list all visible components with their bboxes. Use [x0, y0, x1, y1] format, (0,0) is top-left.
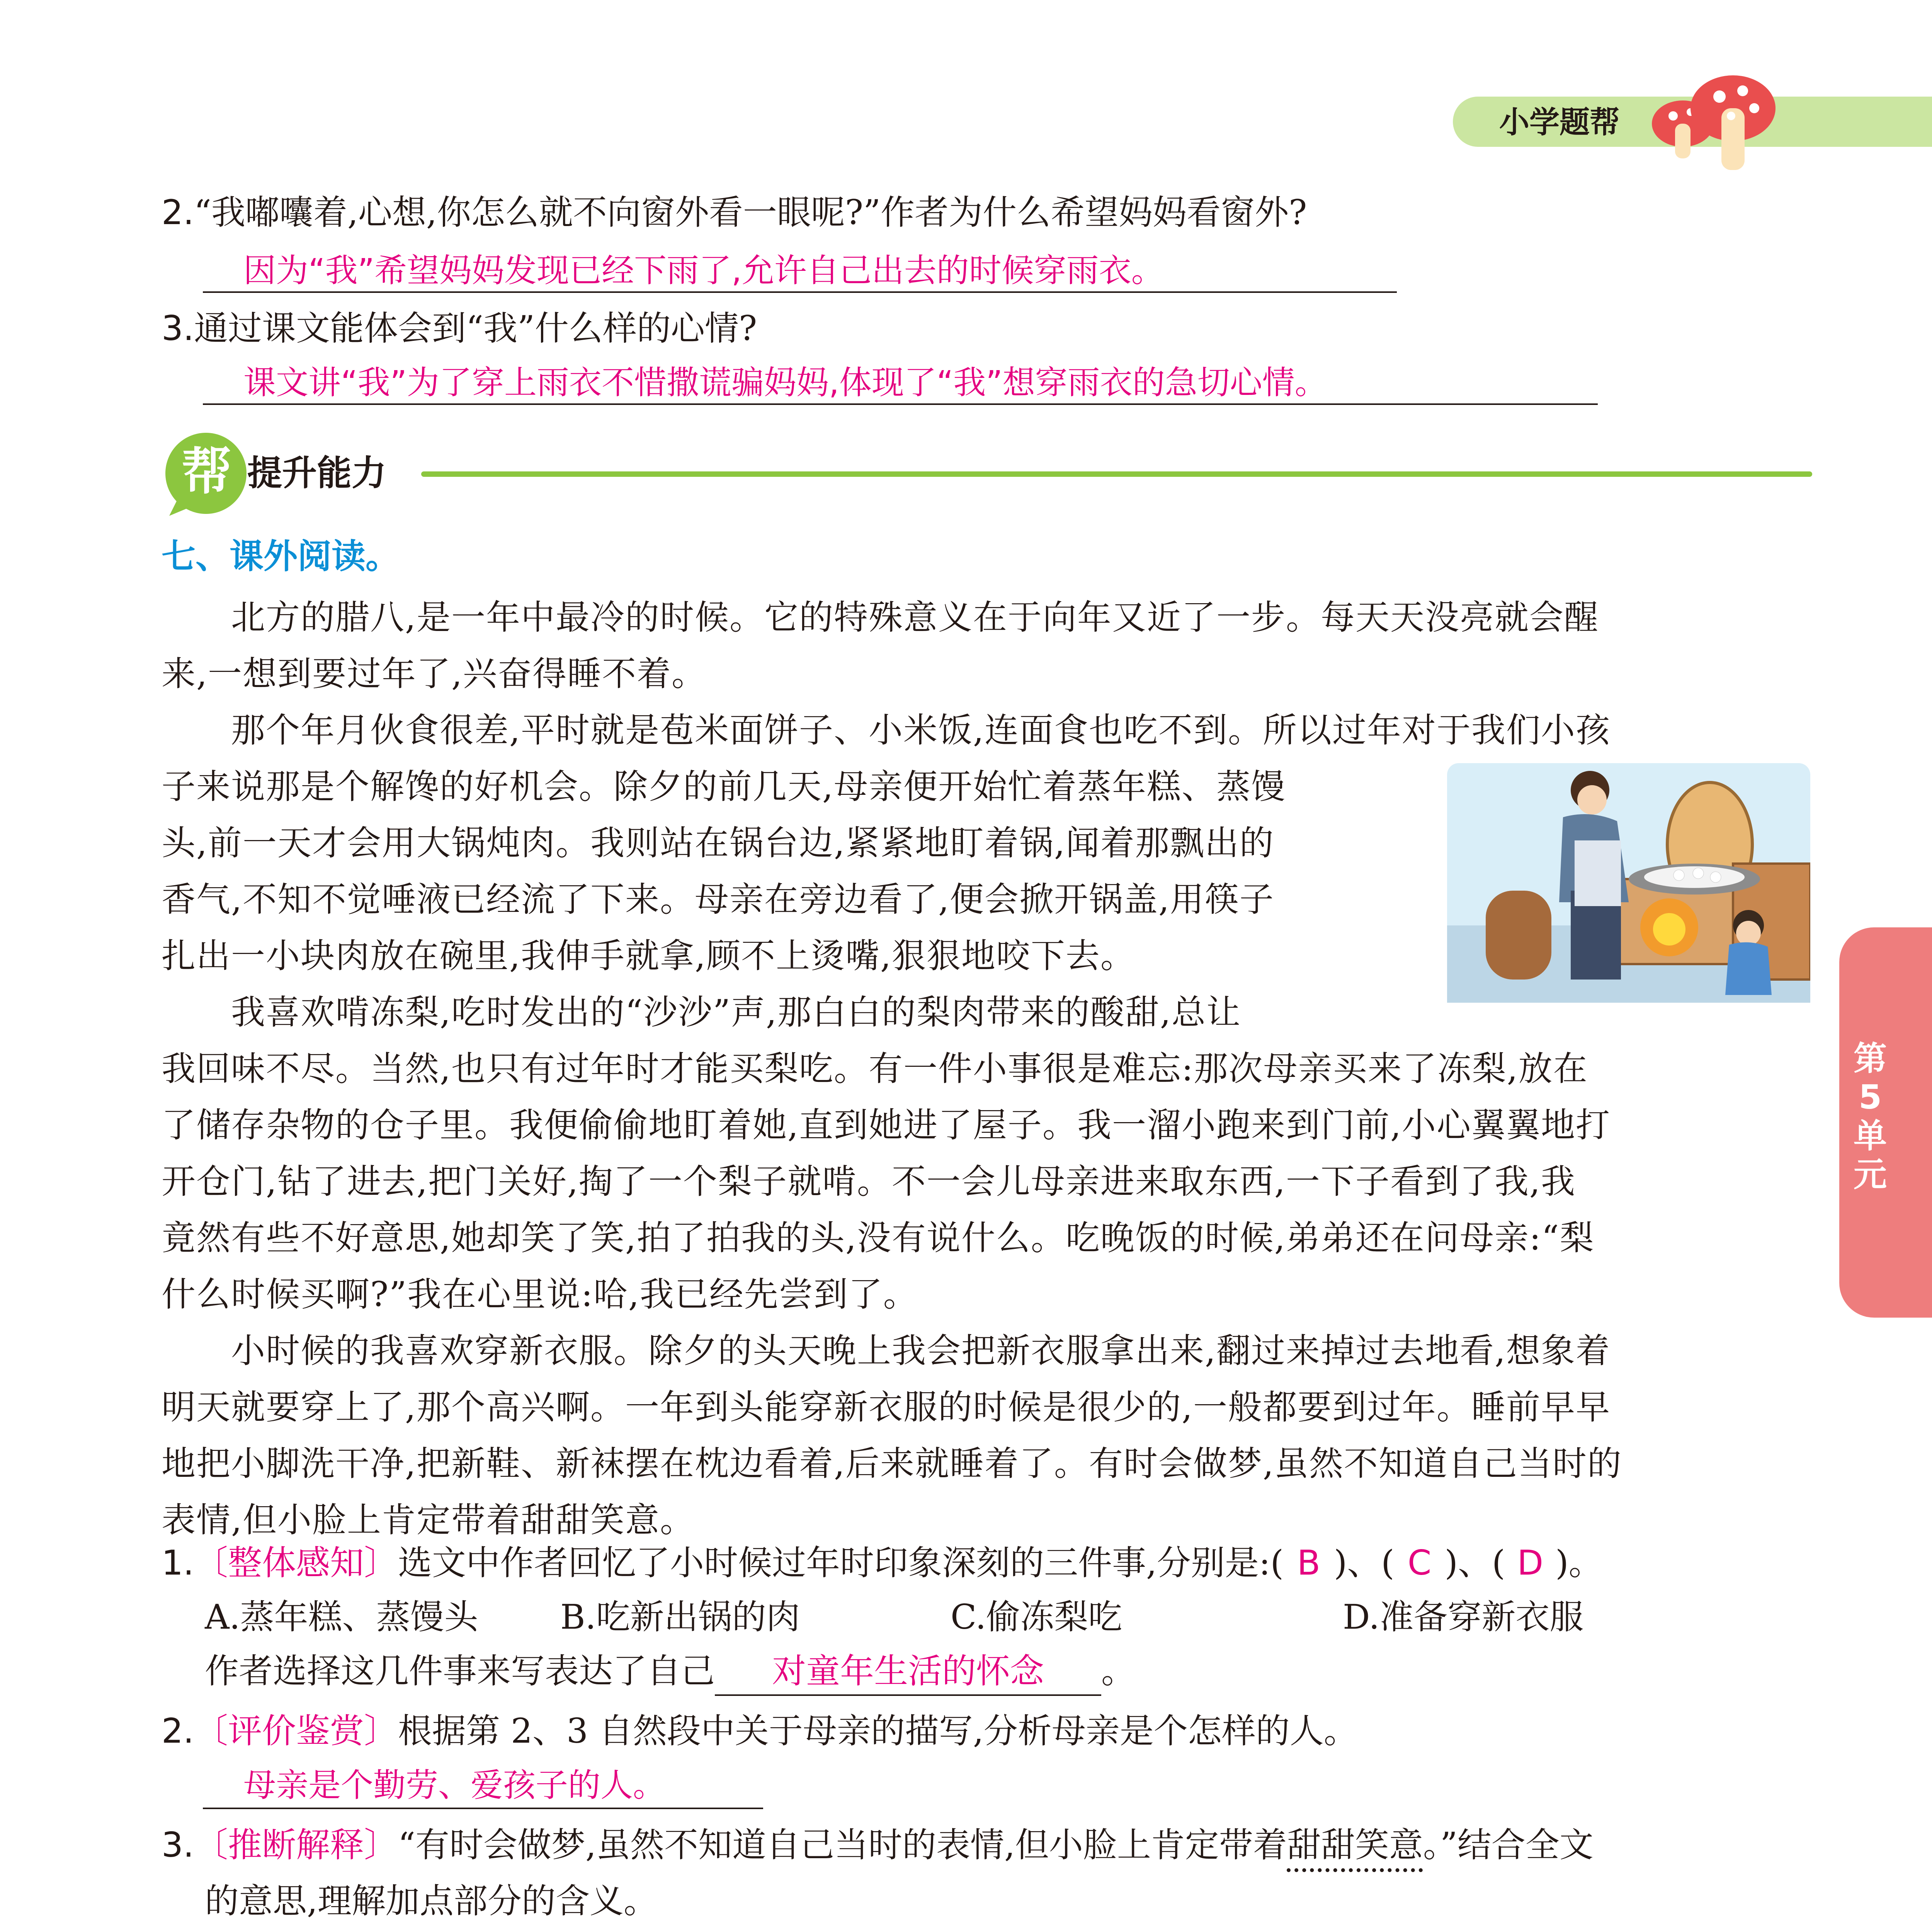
answer-underline	[203, 291, 1397, 293]
section-divider	[421, 471, 1812, 477]
section-title-tisheng: 提升能力	[247, 453, 386, 493]
emphasized-text: 甜甜笑意	[1287, 1825, 1423, 1865]
reading-q3: 3.〔推断解释〕“有时会做梦,虽然不知道自己当时的表情,但小脸上肯定带着甜甜笑意。”结合全文	[162, 1825, 1594, 1865]
paragraph-3: 我喜欢啃冻梨,吃时发出的“沙沙”声,那白白的梨肉带来的酸甜,总让 我回味不尽。当然,也只有过年时才能买梨吃。有一件小事很是难忘:那次母亲买来了冻梨,放在 了储存杂物的仓子里。我便偷偷地盯着她,直到她进了屋子。我一溜小跑来到门前,小心翼翼地打 开仓门,钻了进去,把门关好,掏了一个梨子就啃。不一会儿母亲进来取东西,一下子看到了我,我 竟然有些不好意思,她却笑了笑,拍了拍我的头,没有说什么。吃晚饭的时候,弟弟还在问母亲:“梨 什么时候买啊?”我在心里说:哈,我已经先尝到了。	[162, 992, 1611, 1314]
paragraph-4: 小时候的我喜欢穿新衣服。除夕的头天晚上我会把新衣服拿出来,翻过来掉过去地看,想象着 明天就要穿上了,那个高兴啊。一年到头能穿新衣服的时候是很少的,一般都要到过年。睡前早早 地把小脚洗干净,把新鞋、新袜摆在枕边看着,后来就睡着了。有时会做梦,虽然不知道自己当时的 表情,但小脸上肯定带着甜甜笑意。	[162, 1331, 1622, 1540]
paragraph-1: 北方的腊八,是一年中最冷的时候。它的特殊意义在于向年又近了一步。每天天没亮就会醒 来,一想到要过年了,兴奋得睡不着。	[162, 597, 1599, 694]
reading-q1-option-a: A.蒸年糕、蒸馒头	[205, 1597, 478, 1637]
top-question-2: 2.“我嘟囔着,心想,你怎么就不向窗外看一眼呢?”作者为什么希望妈妈看窗外?	[162, 192, 1307, 232]
unit-tab-label: 第 5 单 元	[1854, 1039, 1887, 1194]
reading-q1: 1.〔整体感知〕选文中作者回忆了小时候过年时印象深刻的三件事,分别是:( B )、( C )、( D )。	[162, 1543, 1603, 1583]
brand-title: 小学题帮	[1499, 105, 1620, 140]
mushroom-icon	[1650, 66, 1777, 178]
top-question-3: 3.通过课文能体会到“我”什么样的心情?	[162, 308, 757, 348]
reading-q1-follow: 作者选择这几件事来写表达了自己 对童年生活的怀念 。	[205, 1648, 1135, 1696]
top-answer-2: 因为“我”希望妈妈发现已经下雨了,允许自己出去的时候穿雨衣。	[243, 252, 1164, 289]
reading-q2-answer: 母亲是个勤劳、爱孩子的人。	[243, 1766, 666, 1804]
answer-underline	[203, 1808, 763, 1809]
bang-badge-char: 帮	[182, 442, 232, 501]
kitchen-illustration	[1447, 763, 1810, 1003]
answer-underline	[203, 403, 1598, 405]
reading-heading: 七、课外阅读。	[162, 536, 400, 576]
reading-q3-line2: 的意思,理解加点部分的含义。	[205, 1881, 658, 1921]
top-answer-3: 课文讲“我”为了穿上雨衣不惜撒谎骗妈妈,体现了“我”想穿雨衣的急切心情。	[243, 364, 1327, 401]
reading-q1-option-d: D.准备穿新衣服	[1343, 1597, 1584, 1637]
reading-q2: 2.〔评价鉴赏〕根据第 2、3 自然段中关于母亲的描写,分析母亲是个怎样的人。	[162, 1711, 1358, 1751]
reading-q1-option-c: C.偷冻梨吃	[951, 1597, 1122, 1637]
paragraph-2: 那个年月伙食很差,平时就是苞米面饼子、小米饭,连面食也吃不到。所以过年对于我们小孩 子来说那是个解馋的好机会。除夕的前几天,母亲便开始忙着蒸年糕、蒸馒 头,前一天才会用大锅炖肉。我则站在锅台边,紧紧地盯着锅,闻着那飘出的 香气,不知不觉唾液已经流了下来。母亲在旁边看了,便会掀开锅盖,用筷子 扎出一小块肉放在碗里,我伸手就拿,顾不上烫嘴,狠狠地咬下去。	[162, 710, 1611, 976]
reading-q1-option-b: B.吃新出锅的肉	[560, 1597, 800, 1637]
